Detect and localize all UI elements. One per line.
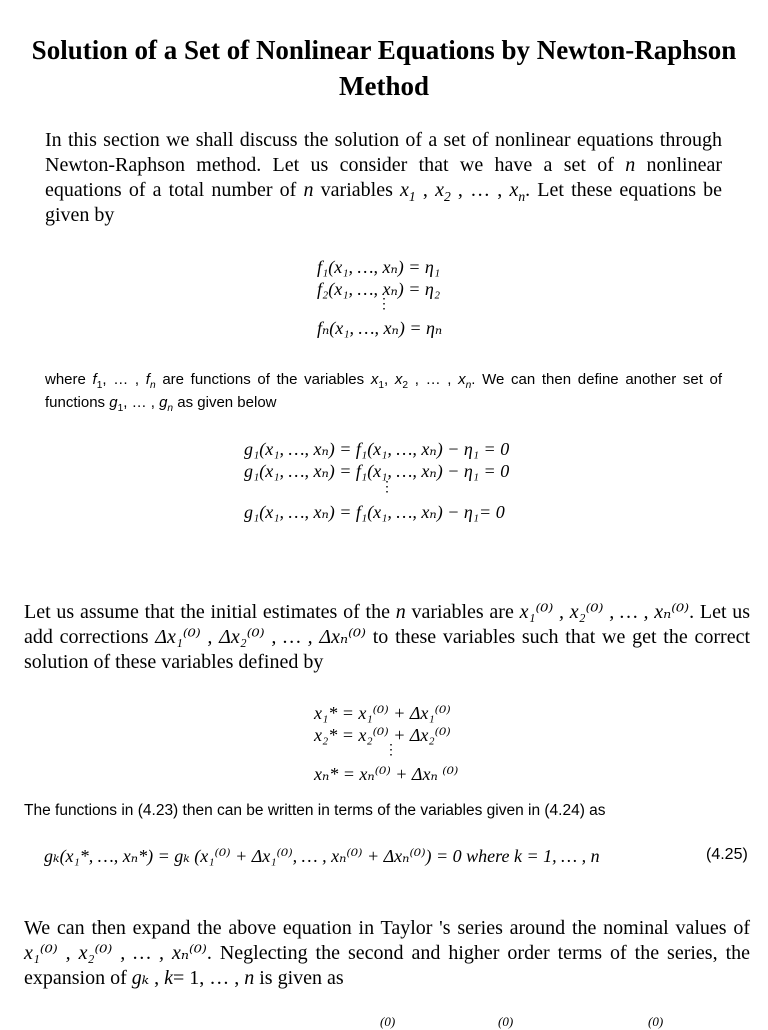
- vertical-ellipsis: ⋮: [380, 480, 394, 495]
- equation-g2: g₁(x₁, …, xₙ) = f₁(x₁, …, xₙ) − η₁ = 0: [244, 461, 510, 481]
- cut-off-superscript: (0): [498, 1014, 514, 1029]
- intro-paragraph: In this section we shall discuss the solution of a set of nonlinear equations through Newton-Raphson method. Let us consider that we have a set of n nonlinear equations of a total number of n variables $x_1$ , $x_2$ , … , $x_n$. Let these equations be given by: [45, 129, 723, 226]
- taylor-paragraph: We can then expand the above equation in Taylor 's series around the nominal values of x₁⁽⁰⁾ , x₂⁽⁰⁾ , … , xₙ⁽⁰⁾. Neglecting the second and higher order terms of the series, the expansion of gₖ , k= 1, … , n is given as: [24, 917, 751, 989]
- cut-off-superscript: (0): [648, 1014, 664, 1029]
- assumption-paragraph: Let us assume that the initial estimates of the n variables are x₁⁽⁰⁾ , x₂⁽⁰⁾ , … , xₙ⁽⁰⁾. Let us add corrections Δx₁⁽⁰⁾ , Δx₂⁽⁰⁾ , … , Δxₙ⁽⁰⁾ to these variables such that we get the correct solution of these variables defined by: [24, 601, 751, 673]
- cut-off-superscript: (0): [380, 1014, 396, 1029]
- equation-number: (4.25): [706, 846, 748, 863]
- vertical-ellipsis: ⋮: [377, 297, 391, 312]
- equation-g1: g₁(x₁, …, xₙ) = f₁(x₁, …, xₙ) − η₁ = 0: [244, 439, 510, 459]
- equation-x1: x₁* = x₁⁽⁰⁾ + Δx₁⁽⁰⁾: [314, 703, 451, 723]
- equation-xn: xₙ* = xₙ⁽⁰⁾ + Δxₙ ⁽⁰⁾: [314, 764, 459, 784]
- equation-4-25: gₖ(x₁*, …, xₙ*) = gₖ (x₁⁽⁰⁾ + Δx₁⁽⁰⁾, … , xₙ⁽⁰⁾ + Δxₙ⁽⁰⁾) = 0 where k = 1, … , n: [44, 846, 600, 866]
- equation-gn: g₁(x₁, …, xₙ) = f₁(x₁, …, xₙ) − η₁= 0: [244, 502, 505, 522]
- equation-x2: x₂* = x₂⁽⁰⁾ + Δx₂⁽⁰⁾: [314, 725, 451, 745]
- equation-f1: f₁(x₁, …, xₙ) = η₁: [317, 257, 441, 277]
- functions-sentence: The functions in (4.23) then can be written in terms of the variables given in (4.24) as: [24, 802, 606, 819]
- where-paragraph: where $f_1$, … , $f_n$ are functions of the variables $x_1$, $x_2$ , … , $x_n$. We can then define another set of functions $g_1$, … , $g_n$ as given below: [45, 371, 723, 414]
- equation-fn: fₙ(x₁, …, xₙ) = ηₙ: [317, 318, 443, 338]
- equation-f2: f₂(x₁, …, xₙ) = η₂: [317, 279, 441, 299]
- page-title: Solution of a Set of Nonlinear Equations by Newton-Raphson Method: [31, 35, 737, 101]
- vertical-ellipsis: ⋮: [384, 743, 398, 758]
